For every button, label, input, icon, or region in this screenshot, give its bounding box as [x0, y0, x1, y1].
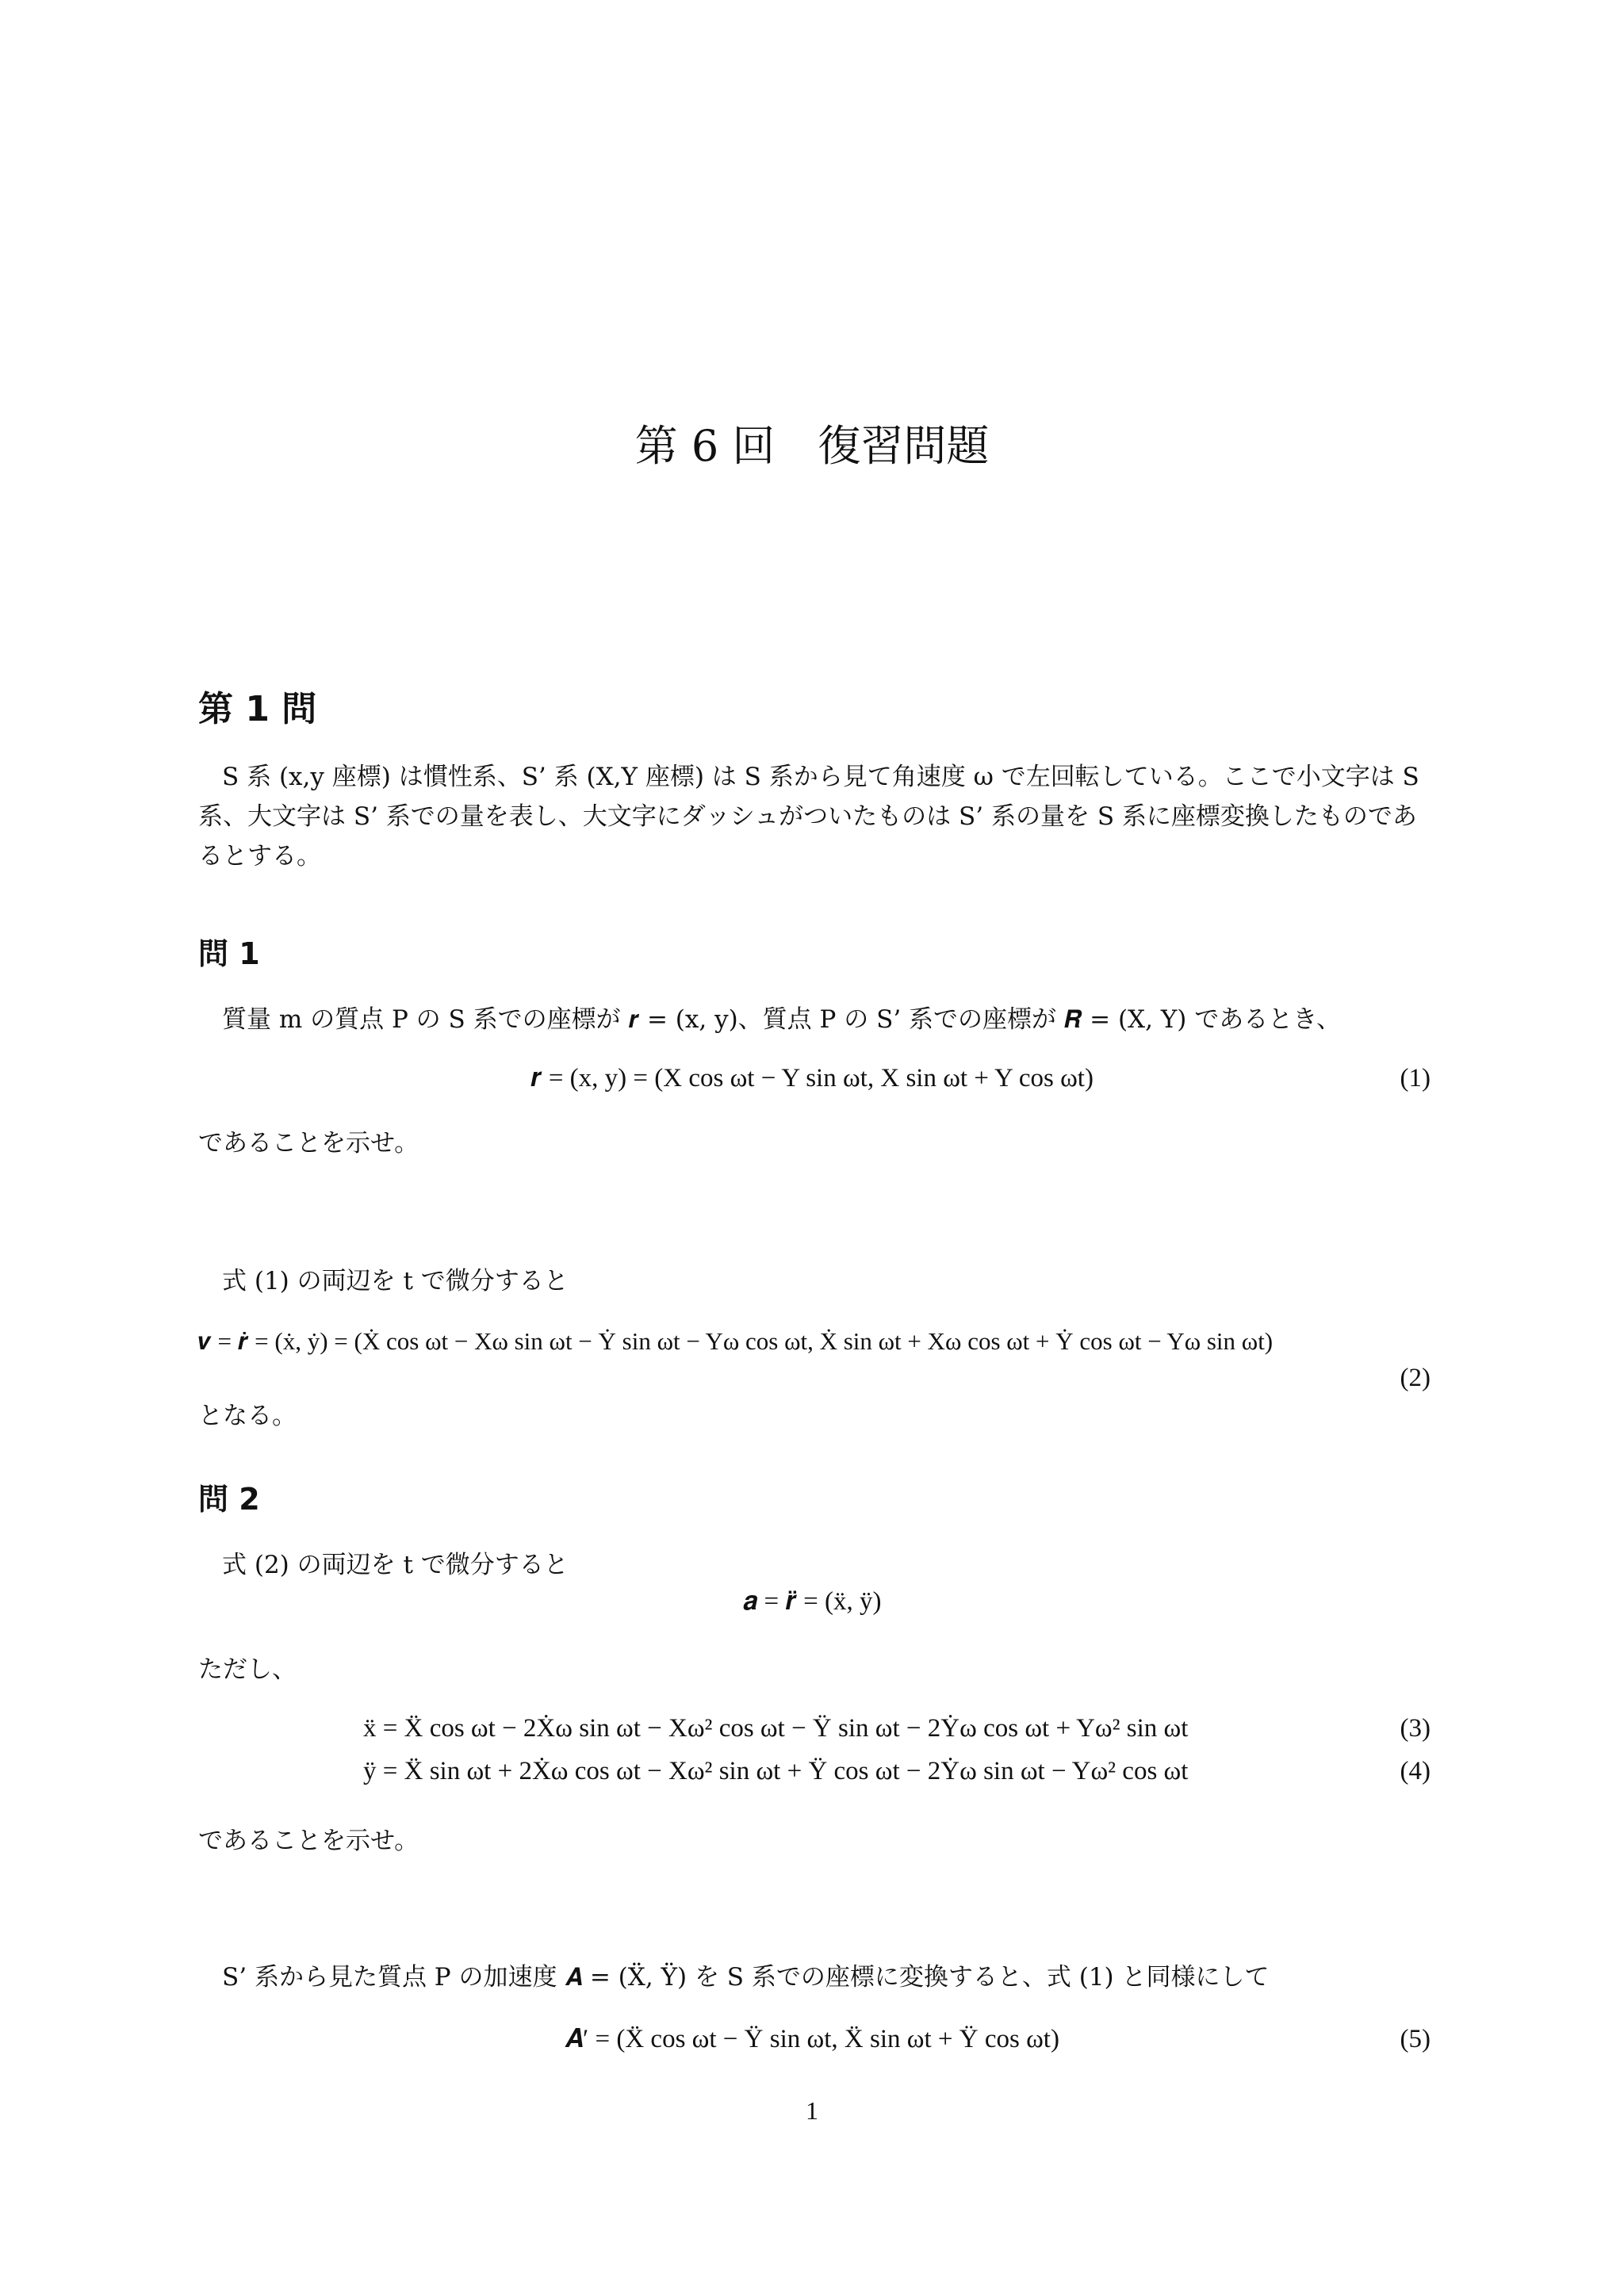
question-2-closing: であることを示せ。 [198, 1827, 419, 1855]
equation-3: ẍ = Ẍ cos ωt − 2Ẋω sin ωt − Xω² cos ωt − Ÿ sin ωt − 2Ẏω cos ωt + Yω² sin ωt [363, 1714, 1189, 1743]
problem-1-heading: 第 1 問 [198, 689, 317, 729]
question-1-heading: 問 1 [198, 936, 260, 971]
answer-1-closing: となる。 [198, 1402, 297, 1430]
question-2-heading: 問 2 [198, 1482, 260, 1517]
equation-5: 𝑨′ = (Ẍ cos ωt − Ÿ sin ωt, Ẍ sin ωt + Ÿ cos ωt) [565, 2025, 1059, 2053]
equation-1-number: (1) [1400, 1064, 1431, 1093]
question-2-statement: 式 (2) の両辺を t で微分すると [222, 1551, 569, 1579]
page-title: 第 6 回 復習問題 [634, 421, 990, 471]
equation-4-number: (4) [1400, 1757, 1431, 1785]
answer-2-intro: S’ 系から見た質点 P の加速度 𝑨 = (Ẍ, Ÿ) を S 系での座標に変換すると、式 (1) と同様にして [222, 1963, 1270, 1992]
equation-2-number: (2) [1400, 1364, 1431, 1392]
equation-4: ÿ = Ẍ sin ωt + 2Ẋω cos ωt − Xω² sin ωt + Ÿ cos ωt − 2Ẏω sin ωt − Yω² cos ωt [363, 1757, 1189, 1785]
equation-2: 𝒗 = 𝒓̇ = (ẋ, ẏ) = (Ẋ cos ωt − Xω sin ωt − Ẏ sin ωt − Yω cos ωt, Ẋ sin ωt + Xω cos ωt + Ẏ cos ωt − Yω sin ωt) [198, 1327, 1274, 1355]
page-number: 1 [806, 2096, 818, 2125]
equation-acceleration: 𝒂 = 𝒓̈ = (ẍ, ÿ) [742, 1587, 882, 1616]
equation-1: 𝒓 = (x, y) = (X cos ωt − Y sin ωt, X sin ωt + Y cos ωt) [530, 1064, 1094, 1093]
problem-1-intro: S 系 (x,y 座標) は慣性系、S’ 系 (X,Y 座標) は S 系から見て角速度 ω で左回転している。ここで小文字は S 系、大文字は S’ 系での量を表し、大文字にダッシュがついたものは S’ 系の量を S 系に座標変換したものであるとする。 [198, 763, 1419, 871]
question-1-statement: 質量 m の質点 P の S 系での座標が 𝒓 = (x, y)、質点 P の S’ 系での座標が 𝑹 = (X, Y) であるとき、 [222, 1005, 1342, 1034]
equation-3-number: (3) [1400, 1714, 1431, 1743]
answer-1-intro: 式 (1) の両辺を t で微分すると [222, 1267, 569, 1295]
question-1-closing: であることを示せ。 [198, 1129, 419, 1158]
equation-5-number: (5) [1400, 2025, 1431, 2053]
tadashi-text: ただし、 [198, 1655, 297, 1684]
